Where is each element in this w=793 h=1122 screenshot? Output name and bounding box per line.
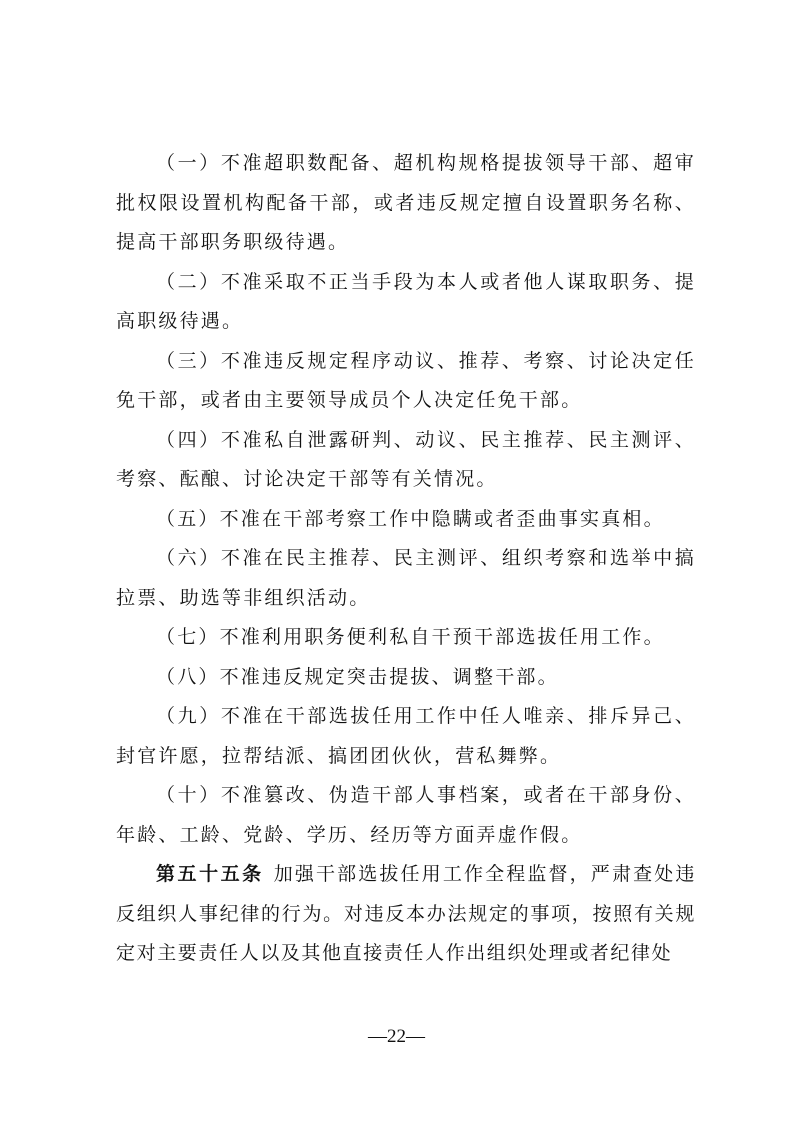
clause-5: （五）不准在干部考察工作中隐瞒或者歪曲事实真相。 <box>156 507 665 530</box>
page-number: —22— <box>368 1026 425 1047</box>
document-body <box>116 144 696 974</box>
clause-10: （十）不准篡改、伪造干部人事档案，或者在干部身份、年龄、工龄、党龄、学历、经历等方面弄虚作假。 <box>116 784 696 846</box>
clause-2: （二）不准采取不正当手段为本人或者他人谋取职务、提高职级待遇。 <box>116 270 696 332</box>
article-55 <box>116 855 696 974</box>
article-number: 第五十五条 <box>156 863 264 885</box>
article-text: 加强干部选拔任用工作全程监督，严肃查处违反组织人事纪律的行为。对违反本办法规定的事项，按照有关规定对主要责任人以及其他直接责任人作出组织处理或者纪律处 <box>116 863 696 964</box>
clause-6: （六）不准在民主推荐、民主测评、组织考察和选举中搞拉票、助选等非组织活动。 <box>116 547 696 609</box>
clause-1: （一）不准超职数配备、超机构规格提拔领导干部、超审批权限设置机构配备干部，或者违反规定擅自设置职务名称、提高干部职务职级待遇。 <box>116 152 696 253</box>
clause-7: （七）不准利用职务便利私自干预干部选拔任用工作。 <box>156 626 665 648</box>
clause-9: （九）不准在干部选拔任用工作中任人唯亲、排斥异己、封官许愿，拉帮结派、搞团团伙伙，营私舞弊。 <box>116 705 696 767</box>
clause-3: （三）不准违反规定程序动议、推荐、考察、讨论决定任免干部，或者由主要领导成员个人决定任免干部。 <box>116 349 696 411</box>
clause-4: （四）不准私自泄露研判、动议、民主推荐、民主测评、考察、酝酿、讨论决定干部等有关情况。 <box>116 428 696 490</box>
clause-8: （八）不准违反规定突击提拔、调整干部。 <box>156 665 559 688</box>
